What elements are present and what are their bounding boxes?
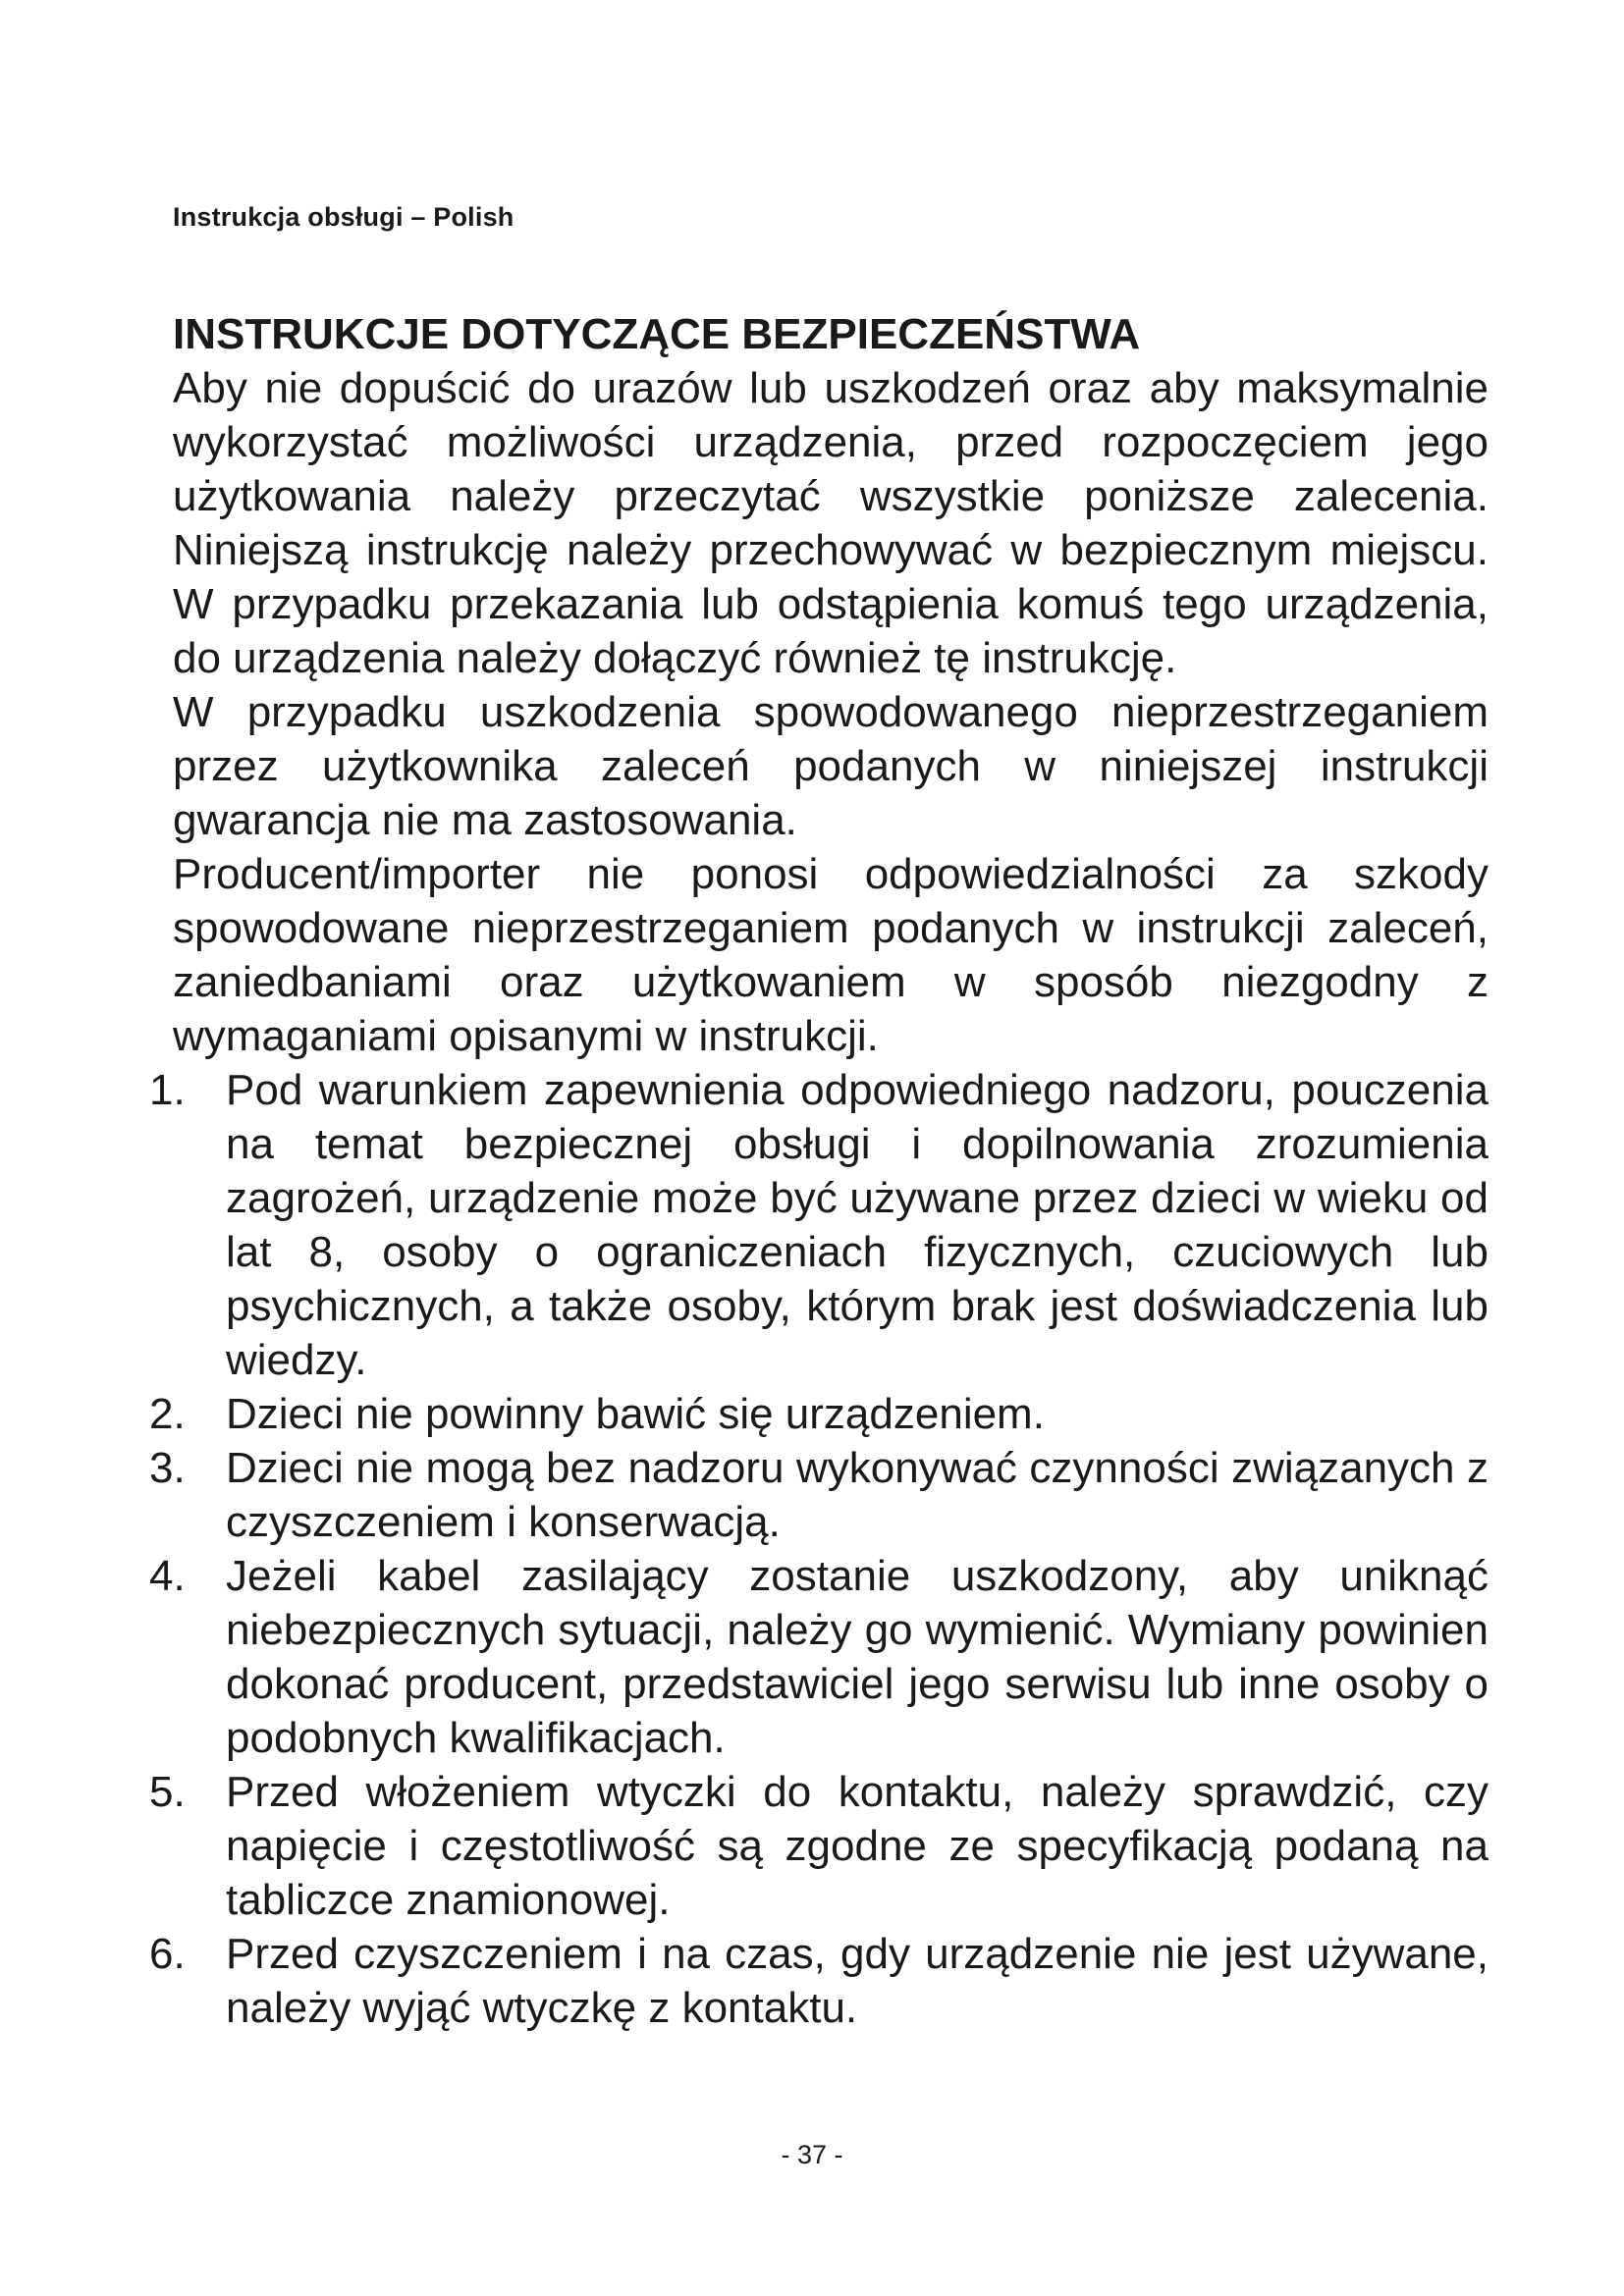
section-title: INSTRUKCJE DOTYCZĄCE BEZPIECZEŃSTWA xyxy=(173,310,1141,358)
list-item-number: 3. xyxy=(149,1444,186,1492)
list-item xyxy=(149,1063,1489,1387)
list-item-number: 6. xyxy=(149,1930,186,1978)
list-item xyxy=(149,1441,1489,1549)
list-item-text: Dzieci nie powinny bawić się urządzeniem. xyxy=(226,1390,1045,1438)
warranty-paragraph: W przypadku uszkodzenia spowodowanego nieprzestrzeganiem przez użytkownika zaleceń podanych w niniejszej instrukcji gwarancja nie ma zastosowania. xyxy=(173,688,1489,844)
list-item-number: 2. xyxy=(149,1390,186,1438)
page-number: - 37 - xyxy=(781,2140,843,2169)
list-item xyxy=(149,1927,1489,2035)
intro-paragraph: Aby nie dopuścić do urazów lub uszkodzeń oraz aby maksymalnie wykorzystać możliwości urządzenia, przed rozpoczęciem jego użytkowania należy przeczytać wszystkie poniższe zalecenia. Niniejszą instrukcję należy przechowywać w bezpiecznym miejscu. W przypadku przekazania lub odstąpienia komuś tego urządzenia, do urządzenia należy dołączyć również tę instrukcję. xyxy=(173,364,1489,682)
safety-section xyxy=(149,307,1489,2035)
list-item-number: 4. xyxy=(149,1552,186,1600)
list-item-text: Jeżeli kabel zasilający zostanie uszkodzony, aby uniknąć niebezpiecznych sytuacji, należy go wymienić. Wymiany powinien dokonać producent, przedstawiciel jego serwisu lub inne osoby o podobnych kwalifikacjach. xyxy=(226,1552,1489,1762)
list-item-number: 1. xyxy=(149,1066,186,1114)
list-item xyxy=(149,1765,1489,1927)
list-item-text: Przed włożeniem wtyczki do kontaktu, należy sprawdzić, czy napięcie i częstotliwość są zgodne ze specyfikacją podaną na tabliczce znamionowej. xyxy=(226,1768,1489,1924)
list-item-number: 5. xyxy=(149,1768,186,1816)
list-item xyxy=(149,1387,1489,1441)
list-item-text: Pod warunkiem zapewnienia odpowiedniego nadzoru, pouczenia na temat bezpiecznej obsługi i dopilnowania zrozumienia zagrożeń, urządzenie może być używane przez dzieci w wieku od lat 8, osoby o ograniczeniach fizycznych, czuciowych lub psychicznych, a także osoby, którym brak jest doświadczenia lub wiedzy. xyxy=(226,1066,1489,1384)
running-header: Instrukcja obsługi – Polish xyxy=(173,202,514,232)
list-item-text: Przed czyszczeniem i na czas, gdy urządzenie nie jest używane, należy wyjąć wtyczkę z kontaktu. xyxy=(226,1930,1489,2032)
safety-list xyxy=(149,1063,1489,2035)
liability-paragraph: Producent/importer nie ponosi odpowiedzialności za szkody spowodowane nieprzestrzeganiem podanych w instrukcji zaleceń, zaniedbaniami oraz użytkowaniem w sposób niezgodny z wymaganiami opisanymi w instrukcji. xyxy=(173,850,1489,1060)
list-item xyxy=(149,1549,1489,1765)
list-item-text: Dzieci nie mogą bez nadzoru wykonywać czynności związanych z czyszczeniem i konserwacją. xyxy=(226,1444,1489,1546)
